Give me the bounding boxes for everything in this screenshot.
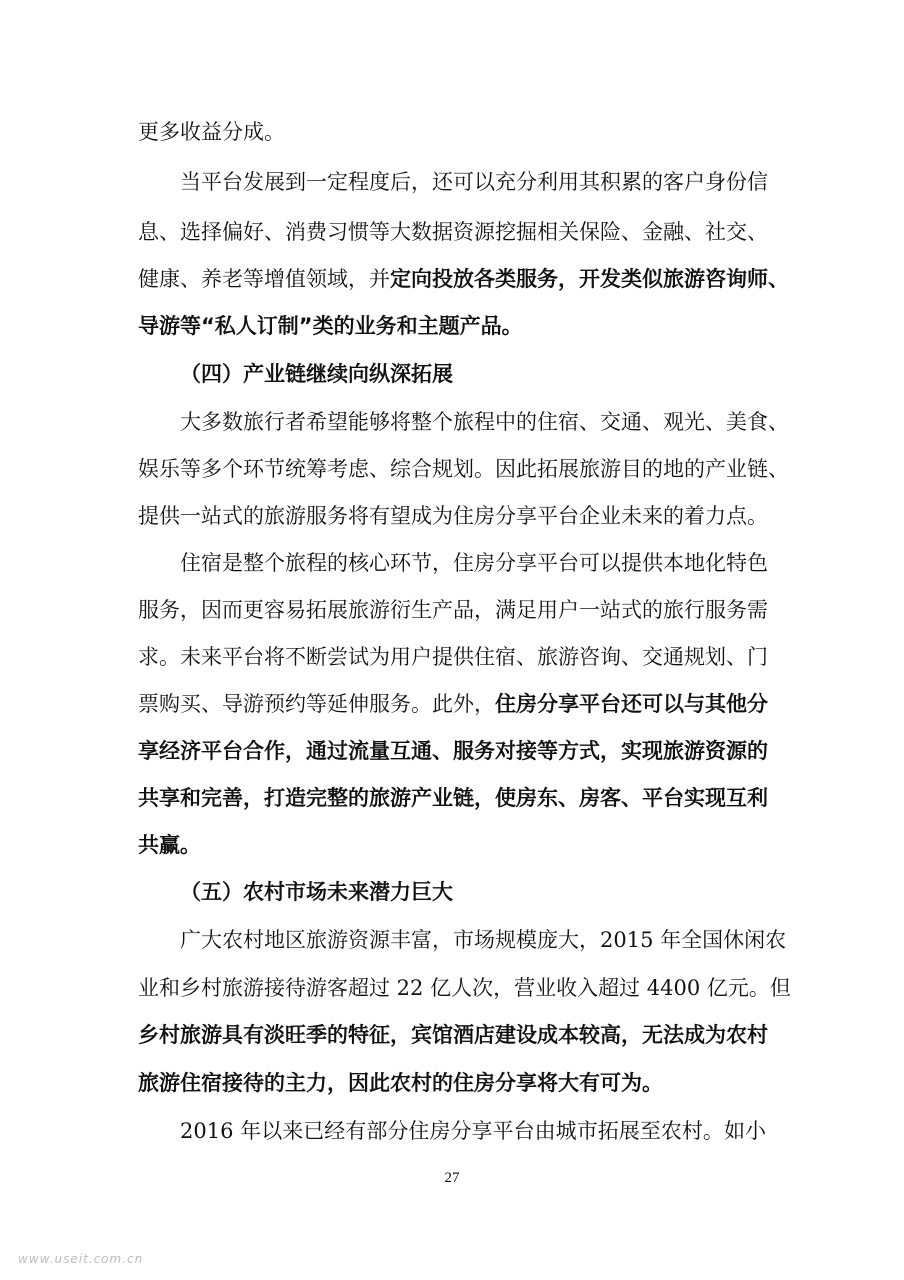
watermark: www.useit.com.cn (18, 1252, 144, 1266)
bold-text-run: 定向投放各类服务，开发类似旅游咨询师、 (390, 267, 789, 291)
text-run: 健康、养老等增值领域，并 (138, 267, 390, 291)
paragraph-line: 娱乐等多个环节统筹考虑、综合规划。因此拓展旅游目的地的产业链、 (138, 457, 789, 481)
paragraph-line (138, 689, 766, 719)
paragraph-line: 息、选择偏好、消费习惯等大数据资源挖掘相关保险、金融、社交、 (138, 220, 768, 244)
paragraph-line: 共赢。 (138, 833, 201, 857)
bold-text-run: 住房分享平台还可以与其他分 (495, 692, 768, 716)
paragraph-line: 服务，因而更容易拓展旅游衍生产品，满足用户一站式的旅行服务需 (138, 598, 768, 622)
paragraph-line: 旅游住宿接待的主力，因此农村的住房分享将大有可为。 (138, 1071, 663, 1095)
paragraph-line: 求。未来平台将不断尝试为用户提供住宿、旅游咨询、交通规划、门 (138, 645, 768, 669)
paragraph-line: 2016 年以来已经有部分住房分享平台由城市拓展至农村。如小 (180, 1119, 766, 1143)
page-number: 27 (444, 1170, 460, 1186)
paragraph-line: 广大农村地区旅游资源丰富，市场规模庞大，2015 年全国休闲农 (180, 928, 787, 952)
section-heading: （五）农村市场未来潜力巨大 (180, 880, 453, 904)
paragraph-line: 提供一站式的旅游服务将有望成为住房分享平台企业未来的着力点。 (138, 504, 768, 528)
paragraph-line: 乡村旅游具有淡旺季的特征，宾馆酒店建设成本较高，无法成为农村 (138, 1023, 768, 1047)
paragraph-line: 业和乡村旅游接待游客超过 22 亿人次，营业收入超过 4400 亿元。但 (138, 976, 791, 1000)
paragraph-line: 住宿是整个旅程的核心环节，住房分享平台可以提供本地化特色 (180, 551, 768, 575)
paragraph-line: 享经济平台合作，通过流量互通、服务对接等方式，实现旅游资源的 (138, 739, 768, 763)
paragraph-line: 当平台发展到一定程度后，还可以充分利用其积累的客户身份信 (180, 170, 768, 194)
paragraph-line: 共享和完善，打造完整的旅游产业链，使房东、房客、平台实现互利 (138, 786, 768, 810)
section-heading: （四）产业链继续向纵深拓展 (180, 362, 453, 386)
text-run: 票购买、导游预约等延伸服务。此外， (138, 692, 495, 716)
paragraph-line: 导游等“私人订制”类的业务和主题产品。 (138, 314, 523, 338)
paragraph-line: 大多数旅行者希望能够将整个旅程中的住宿、交通、观光、美食、 (180, 410, 789, 434)
paragraph-line: 更多收益分成。 (138, 120, 285, 144)
paragraph-line (138, 264, 789, 294)
